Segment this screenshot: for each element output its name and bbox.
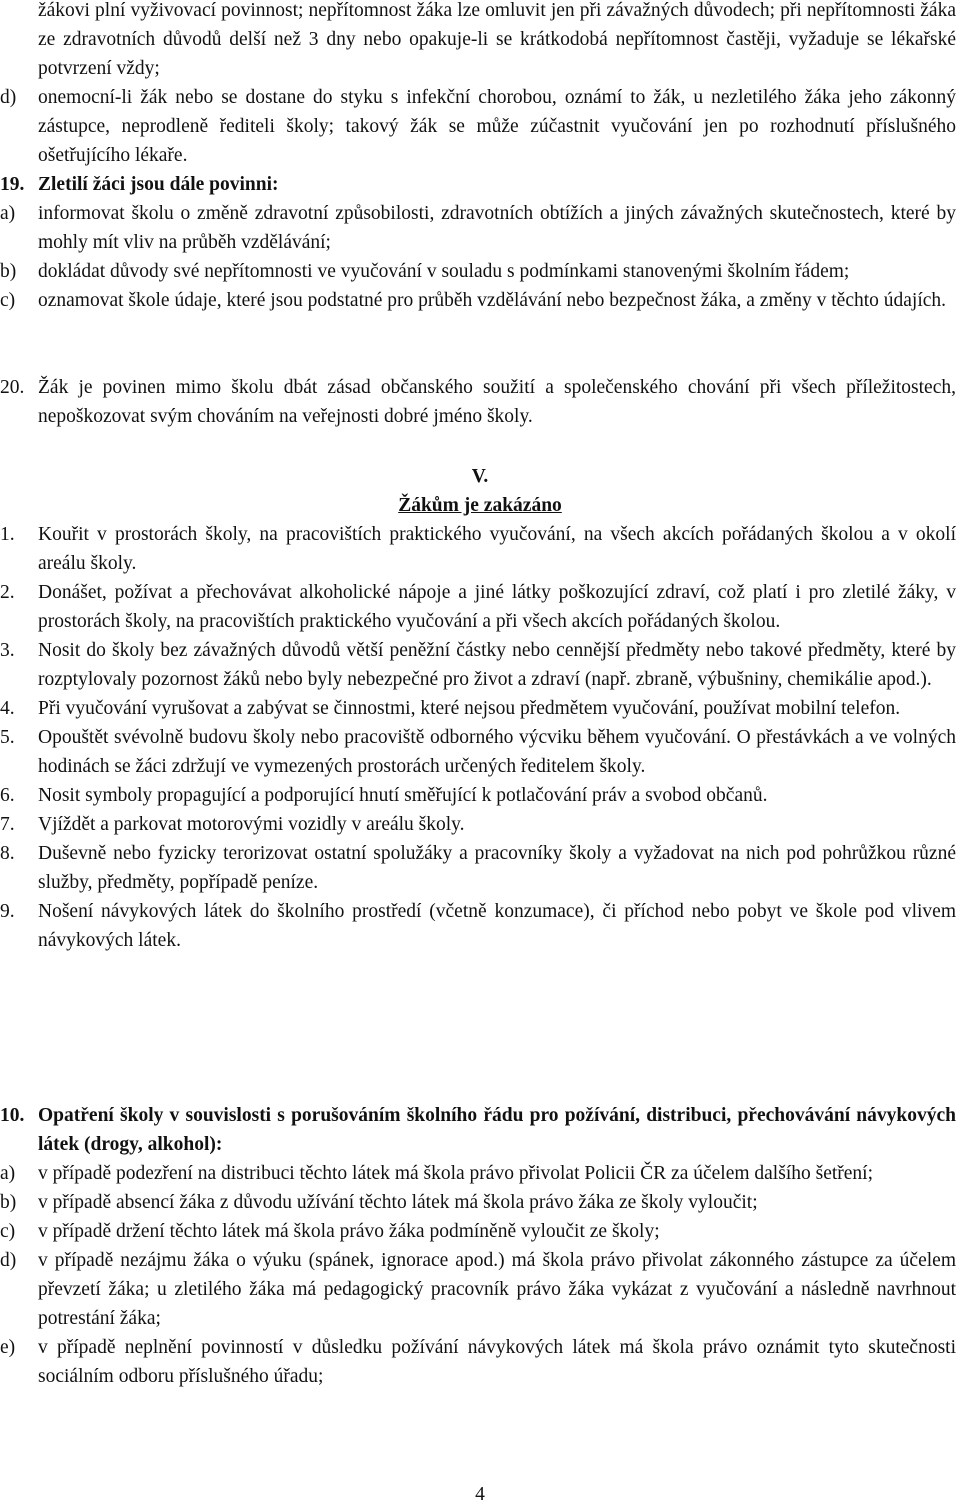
item-10b: [0, 1188, 960, 1217]
item-text: Donášet, požívat a přechovávat alkoholické nápoje a jiné látky poškozující zdraví, což platí i pro zletilé žáky, v prostorách školy, na pracovištích praktického vyučování a při všech akcích pořádaných školou.: [38, 582, 956, 632]
item-marker: c): [0, 290, 16, 311]
section-19-heading: [0, 170, 960, 199]
item-marker: d): [0, 1250, 17, 1271]
item-text: Nošení návykových látek do školního prostředí (včetně konzumace), či příchod nebo pobyt ve škole pod vlivem návykových látek.: [38, 901, 956, 951]
item-text: oznamovat škole údaje, které jsou podstatné pro průběh vzdělávání nebo bezpečnost žáka, a změny v těchto údajích.: [38, 290, 947, 311]
item-10d: [0, 1246, 960, 1333]
item-marker: 1.: [0, 524, 15, 545]
prohibition-list: [0, 520, 960, 955]
item-marker: a): [0, 1163, 16, 1184]
prohibition-item-6: [0, 781, 960, 810]
item-text: Kouřit v prostorách školy, na pracovištích praktického vyučování, na všech akcích pořádaných školou a v okolí areálu školy.: [38, 524, 956, 574]
prohibition-item-7: [0, 810, 960, 839]
prohibition-item-2: [0, 578, 960, 636]
item-text: Vjíždět a parkovat motorovými vozidly v areálu školy.: [38, 814, 465, 835]
prohibition-item-5: [0, 723, 960, 781]
item-text: Při vyučování vyrušovat a zabývat se činnostmi, které nejsou předmětem vyučování, používat mobilní telefon.: [38, 698, 901, 719]
item-text: dokládat důvody své nepřítomnosti ve vyučování v souladu s podmínkami stanovenými školním řádem;: [38, 261, 850, 282]
item-marker: 9.: [0, 901, 15, 922]
section-marker: 10.: [0, 1105, 25, 1126]
item-marker: b): [0, 1192, 17, 1213]
item-19b: [0, 257, 960, 286]
item-text: Nosit do školy bez závažných důvodů větší peněžní částky nebo cennější předměty nebo takové předměty, které by rozptylovaly pozornost žáků nebo byly nebezpečné pro život a zdraví (např. zbraně, výbušniny, chemikálie apod.).: [38, 640, 956, 690]
section-10: [0, 1101, 960, 1391]
section-marker: 19.: [0, 174, 25, 195]
item-marker: 5.: [0, 727, 15, 748]
section-20: [0, 373, 960, 431]
chapter-title: Žákům je zakázáno: [398, 495, 562, 516]
item-text: onemocní-li žák nebo se dostane do styku s infekční chorobou, oznámí to žák, u nezletilého žáka jeho zákonný zástupce, neprodleně řediteli školy; takový žák se může zúčastnit vyučování jen po rozhodnutí příslušného ošetřujícího lékaře.: [38, 87, 956, 166]
item-19c: [0, 286, 960, 315]
item-19a: [0, 199, 960, 257]
item-marker: 7.: [0, 814, 15, 835]
item-10e: [0, 1333, 960, 1391]
prohibition-item-1: [0, 520, 960, 578]
prohibition-item-3: [0, 636, 960, 694]
item-marker: b): [0, 261, 17, 282]
item-marker: 8.: [0, 843, 15, 864]
item-text: v případě neplnění povinností v důsledku požívání návykových látek má škola právo oznámit tyto skutečnosti sociálním odboru příslušného úřadu;: [38, 1337, 956, 1387]
item-marker: a): [0, 203, 16, 224]
item-text: v případě držení těchto látek má škola právo žáka podmíněně vyloučit ze školy;: [38, 1221, 660, 1242]
item-18c-continuation: žákovi plní vyživovací povinnost; nepřítomnost žáka lze omluvit jen při závažných důvodech; při nepřítomnosti žáka ze zdravotních důvodů delší než 3 dny nebo opakuje-li se krátkodobá nepřítomnost častěji, vyžaduje se lékařské potvrzení vždy;: [38, 0, 956, 79]
item-marker: 6.: [0, 785, 15, 806]
item-text: Nosit symboly propagující a podporující hnutí směřující k potlačování práv a svobod občanů.: [38, 785, 768, 806]
item-text: v případě podezření na distribuci těchto látek má škola právo přivolat Policii ČR za účelem dalšího šetření;: [38, 1163, 874, 1184]
chapter-numeral: V.: [471, 466, 489, 487]
prohibition-item-4: [0, 694, 960, 723]
item-text: Duševně nebo fyzicky terorizovat ostatní spolužáky a pracovníky školy a vyžadovat na nich pod pohrůžkou různé služby, předměty, popřípadě peníze.: [38, 843, 956, 893]
item-10a: [0, 1159, 960, 1188]
section-text: Žák je povinen mimo školu dbát zásad občanského soužití a společenského chování při všech příležitostech, nepoškozovat svým chováním na veřejnosti dobré jméno školy.: [38, 377, 956, 427]
item-marker: 3.: [0, 640, 15, 661]
item-text: Opouštět svévolně budovu školy nebo pracoviště odborného výcviku během vyučování. O přestávkách a ve volných hodinách se žáci zdržují ve vymezených prostorách určených ředitelem školy.: [38, 727, 956, 777]
section-marker: 20.: [0, 377, 25, 398]
item-text: v případě nezájmu žáka o výuku (spánek, ignorace apod.) má škola právo přivolat zákonného zástupce za účelem převzetí žáka; u zletilého žáka má pedagogický pracovník právo žáka vykázat z vyučování a následně navrhnout potrestání žáka;: [38, 1250, 956, 1329]
item-text: informovat školu o změně zdravotní způsobilosti, zdravotních obtížích a jiných závažných skutečnostech, které by mohly mít vliv na průběh vzdělávání;: [38, 203, 956, 253]
section-heading: Zletilí žáci jsou dále povinni:: [38, 174, 279, 195]
item-marker: c): [0, 1221, 16, 1242]
section-18-continuation: [0, 0, 960, 170]
section-10-heading: [0, 1101, 960, 1159]
item-marker: 2.: [0, 582, 15, 603]
item-text: v případě absencí žáka z důvodu užívání těchto látek má škola právo žáka ze školy vyloučit;: [38, 1192, 758, 1213]
item-marker: 4.: [0, 698, 15, 719]
prohibition-item-9: [0, 897, 960, 955]
page-number: 4: [475, 1484, 485, 1505]
item-18d: [0, 83, 960, 170]
chapter-title-wrap: [0, 491, 960, 520]
prohibition-item-8: [0, 839, 960, 897]
section-19: [0, 170, 960, 315]
section-20-text: [0, 373, 960, 431]
item-marker: d): [0, 87, 17, 108]
item-marker: e): [0, 1337, 16, 1358]
section-heading: Opatření školy v souvislosti s porušováním školního řádu pro požívání, distribuci, přechovávání návykových látek (drogy, alkohol):: [38, 1105, 956, 1155]
item-10c: [0, 1217, 960, 1246]
